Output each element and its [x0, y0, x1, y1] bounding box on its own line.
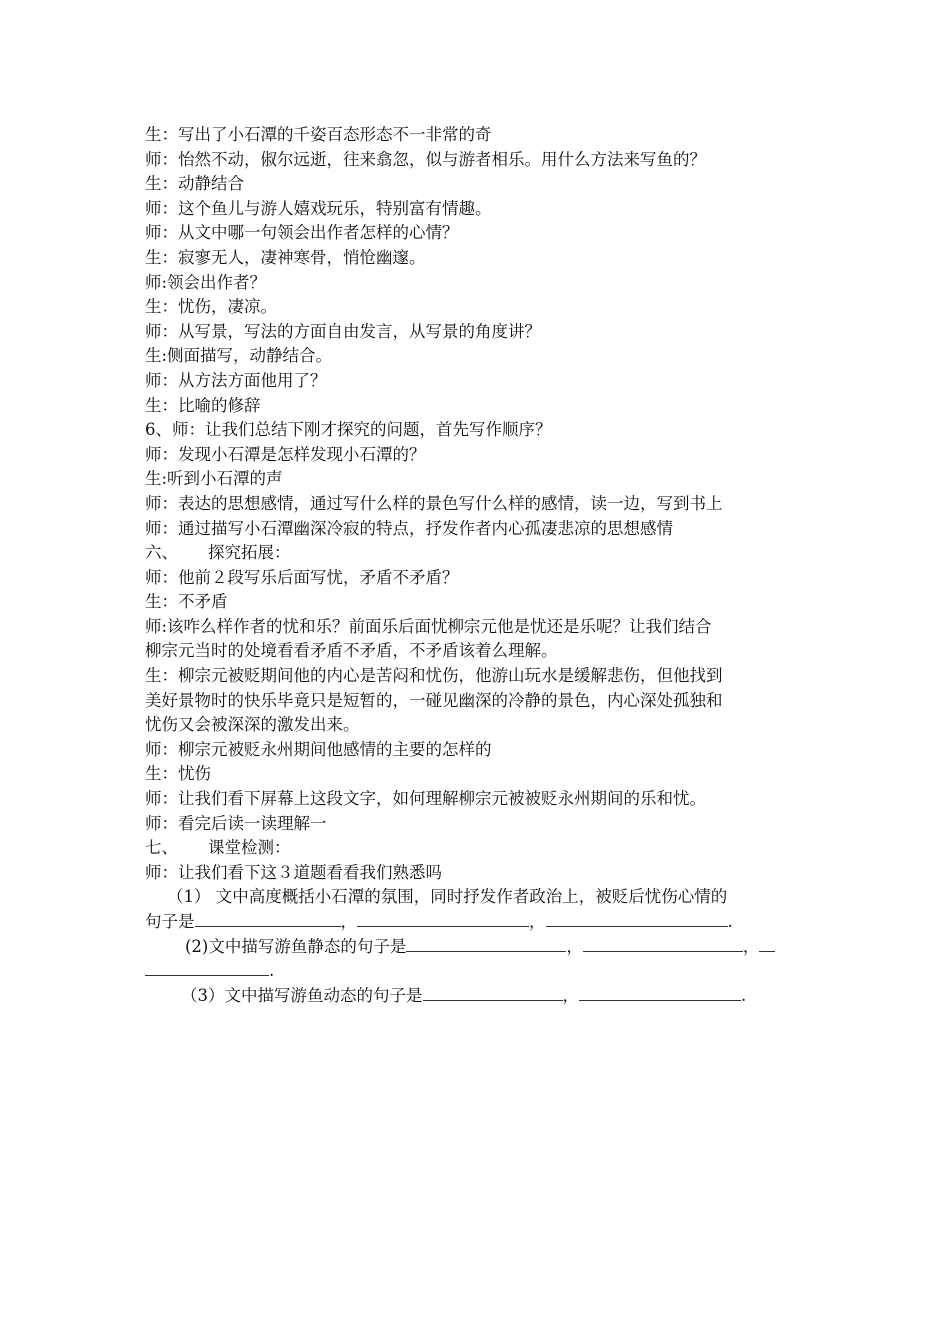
answer-blank[interactable] — [579, 984, 741, 1001]
section-heading-7 — [145, 836, 815, 861]
answer-blank[interactable] — [195, 910, 341, 927]
dialogue-line: 师：让我们看下屏幕上这段文字，如何理解柳宗元被被贬永州期间的乐和忧。 — [145, 789, 706, 809]
section-heading-6 — [145, 541, 815, 566]
section-number: 七、 — [145, 838, 178, 858]
dialogue-line: 美好景物时的快乐毕竟只是短暂的，一碰见幽深的冷静的景色，内心深处孤独和 — [145, 690, 723, 710]
dialogue-line: 师：怡然不动，俶尔远逝，往来翕忽，似与游者相乐。用什么方法来写鱼的？ — [145, 149, 706, 169]
dialogue-line: 生：忧伤 — [145, 764, 211, 784]
question-2-continued — [145, 959, 815, 984]
period: . — [269, 961, 275, 981]
answer-blank[interactable] — [759, 935, 775, 952]
answer-blank[interactable] — [546, 910, 728, 927]
dialogue-line: 生:听到小石潭的声 — [145, 469, 283, 489]
section-title: 课堂检测： — [208, 838, 291, 858]
answer-blank[interactable] — [357, 910, 529, 927]
dialogue-line: 生：比喻的修辞 — [145, 395, 261, 415]
question-1-text: （1） 文中高度概括小石潭的氛围，同时抒发作者政治上，被贬后忧伤心情的 — [167, 887, 728, 907]
answer-blank[interactable] — [583, 935, 743, 952]
dialogue-line: 生:侧面描写，动静结合。 — [145, 346, 333, 366]
dialogue-line: 师：柳宗元被贬永州期间他感情的主要的怎样的 — [145, 739, 492, 759]
comma: ， — [566, 936, 583, 956]
dialogue-line: 师:该咋么样作者的忧和乐？前面乐后面忧柳宗元他是忧还是乐呢？让我们结合 — [145, 616, 712, 636]
section-title: 探究拓展： — [208, 543, 291, 563]
dialogue-line: 师：这个鱼儿与游人嬉戏玩乐，特别富有情趣。 — [145, 198, 492, 218]
question-3-text: （3）文中描写游鱼动态的句子是 — [181, 985, 423, 1005]
dialogue-line: 生：写出了小石潭的千姿百态形态不一非常的奇 — [145, 125, 492, 144]
period: . — [741, 985, 747, 1005]
comma: ， — [742, 936, 760, 956]
dialogue-line: 柳宗元当时的处境看看矛盾不矛盾，不矛盾该着么理解。 — [145, 641, 558, 661]
dialogue-line: 师：表达的思想感情，通过写什么样的景色写什么样的感情，读一边，写到书上 — [145, 493, 723, 513]
answer-blank[interactable] — [145, 959, 269, 976]
dialogue-line: 忧伤又会被深深的激发出来。 — [145, 715, 360, 735]
dialogue-line: 师：从方法方面他用了？ — [145, 370, 327, 390]
dialogue-line: 师：让我们看下这３道题看看我们熟悉吗 — [145, 862, 442, 882]
dialogue-line: 师：从文中哪一句领会出作者怎样的心情？ — [145, 223, 459, 243]
question-3 — [145, 984, 815, 1009]
dialogue-line: 师:领会出作者？ — [145, 272, 267, 292]
dialogue-line: 师：发现小石潭是怎样发现小石潭的？ — [145, 444, 426, 464]
question-2 — [145, 935, 815, 960]
dialogue-line: 生：不矛盾 — [145, 592, 228, 612]
question-2-text: (2)文中描写游鱼静态的句子是 — [185, 936, 407, 956]
dialogue-line: 生：寂寥无人，凄神寒骨，悄怆幽邃。 — [145, 247, 426, 267]
question-1-continued — [145, 910, 815, 935]
answer-blank[interactable] — [406, 935, 566, 952]
answer-blank[interactable] — [423, 984, 563, 1001]
dialogue-line: 师：看完后读一读理解一 — [145, 813, 327, 833]
dialogue-line: 师：从写景，写法的方面自由发言，从写景的角度讲？ — [145, 321, 541, 341]
dialogue-line: 生：动静结合 — [145, 174, 244, 194]
question-1 — [145, 885, 815, 910]
comma: ， — [340, 912, 357, 931]
period: . — [727, 912, 733, 931]
section-number: 六、 — [145, 543, 178, 563]
comma: ， — [562, 985, 579, 1005]
lesson-transcript — [145, 123, 815, 1008]
dialogue-line: 生：柳宗元被贬期间他的内心是苦闷和忧伤，他游山玩水是缓解悲伤，但他找到 — [145, 666, 723, 686]
question-1-lead: 句子是 — [145, 912, 195, 931]
dialogue-line: 生：忧伤，凄凉。 — [145, 297, 277, 317]
comma: ， — [529, 912, 546, 931]
dialogue-line: 师：通过描写小石潭幽深冷寂的特点，抒发作者内心孤凄悲凉的思想感情 — [145, 518, 673, 538]
dialogue-line: 6、师：让我们总结下刚才探究的问题，首先写作顺序？ — [145, 420, 552, 440]
dialogue-line: 师：他前２段写乐后面写忧，矛盾不矛盾？ — [145, 567, 459, 587]
